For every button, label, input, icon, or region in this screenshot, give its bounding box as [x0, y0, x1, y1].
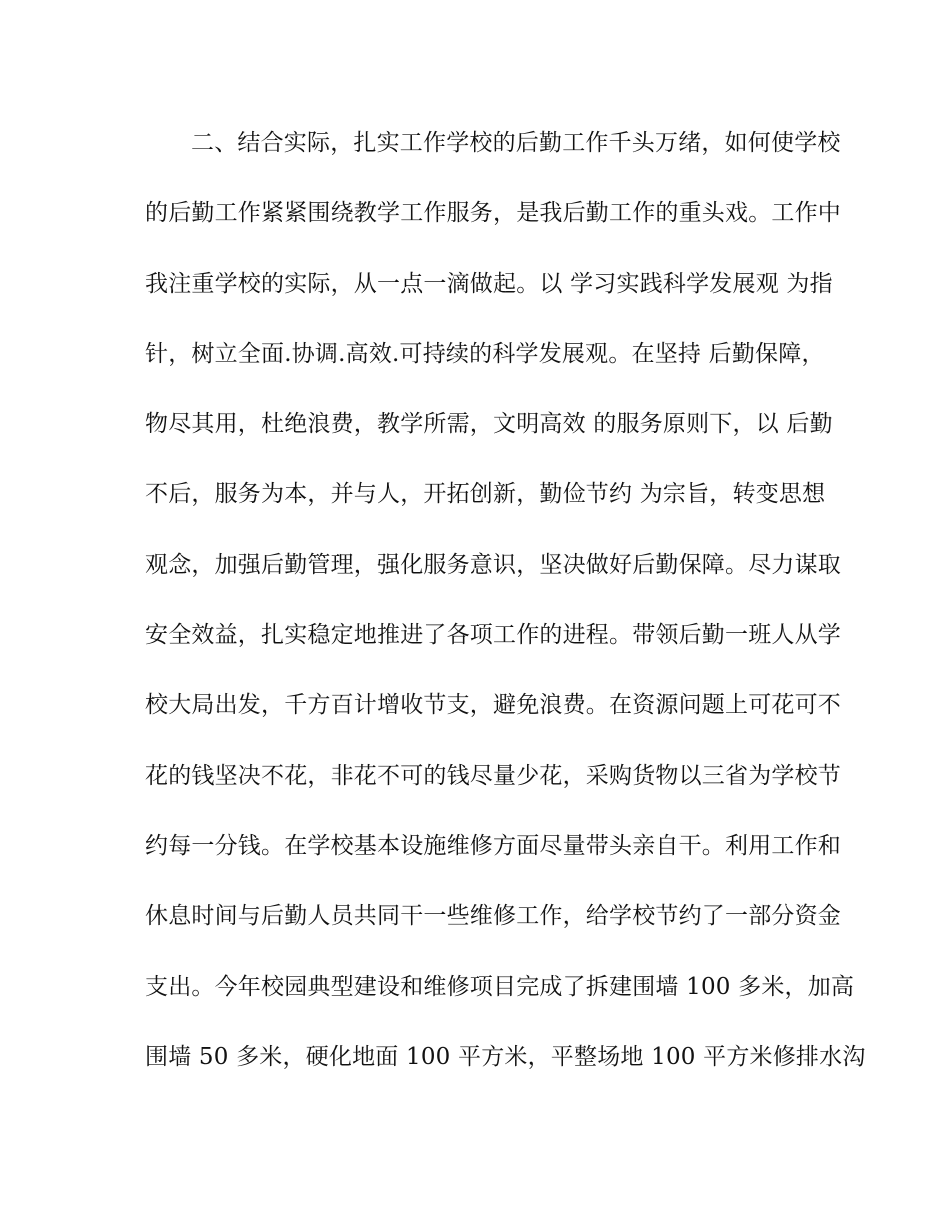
text-line: 物尽其用，杜绝浪费，教学所需，文明高效 的服务原则下，以 后勤 — [145, 411, 833, 438]
text-line: 不后，服务为本，并与人，开拓创新，勤俭节约 为宗旨，转变思想 — [145, 481, 826, 508]
text-line: 支出。今年校园典型建设和维修项目完成了拆建围墙 100 多米，加高 — [145, 973, 855, 1000]
text-line: 校大局出发，千方百计增收节支，避免浪费。在资源问题上可花可不 — [145, 692, 841, 719]
text-line: 围墙 50 多米，硬化地面 100 平方米，平整场地 100 平方米修排水沟 — [145, 1043, 866, 1070]
text-line: 二、结合实际，扎实工作学校的后勤工作千头万绪，如何使学校 — [191, 130, 841, 156]
text-line: 花的钱坚决不花，非花不可的钱尽量少花，采购货物以三省为学校节 — [145, 762, 841, 789]
text-line: 我注重学校的实际，从一点一滴做起。以 学习实践科学发展观 为指 — [145, 270, 833, 297]
body-paragraph — [145, 121, 866, 1080]
text-line: 的后勤工作紧紧围绕教学工作服务，是我后勤工作的重头戏。工作中 — [145, 200, 841, 227]
text-line: 针，树立全面.协调.高效.可持续的科学发展观。在坚持 后勤保障， — [145, 340, 825, 367]
text-line: 观念，加强后勤管理，强化服务意识，坚决做好后勤保障。尽力谋取 — [145, 551, 841, 578]
text-line: 约每一分钱。在学校基本设施维修方面尽量带头亲自干。利用工作和 — [145, 832, 841, 859]
text-line: 安全效益，扎实稳定地推进了各项工作的进程。带领后勤一班人从学 — [145, 622, 841, 649]
text-line: 休息时间与后勤人员共同干一些维修工作，给学校节约了一部分资金 — [145, 903, 841, 930]
